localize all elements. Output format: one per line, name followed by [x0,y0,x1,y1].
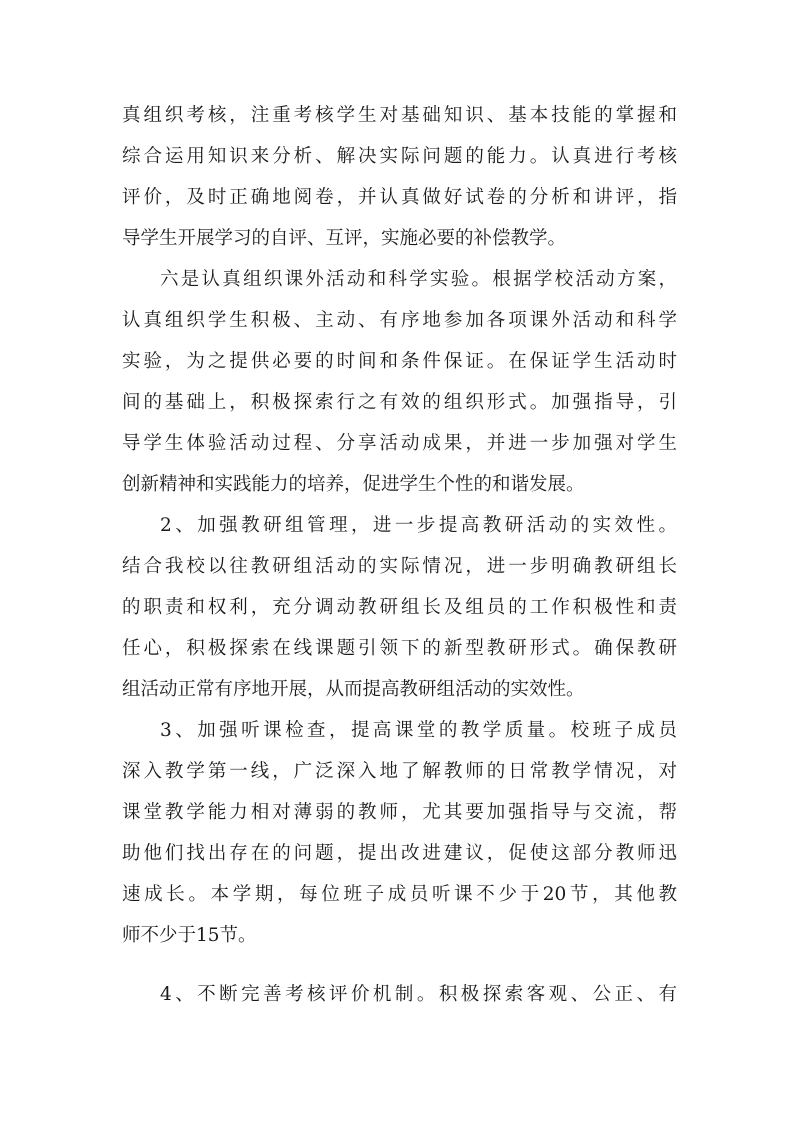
paragraph-start: 六是认真组织课外活动和科学实验。根据学校活动方案， [160,269,677,290]
text-line: 实验，为之提供必要的时间和条件保证。在保证学生活动时 [122,351,677,372]
text-line: 综合运用知识来分析、解决实际问题的能力。认真进行考核 [122,146,677,167]
text-line: 师不少于15节。 [122,925,257,946]
text-line: 助他们找出存在的问题，提出改进建议，促使这部分教师迅 [122,843,677,864]
section-heading: 2、加强教研组管理，进一步提高教研活动的实效性。 [160,515,677,536]
text-line: 的职责和权利，充分调动教研组长及组员的工作积极性和责 [122,597,677,618]
text-line: 认真组织学生积极、主动、有序地参加各项课外活动和科学 [122,310,677,331]
section-heading: 4、不断完善考核评价机制。积极探索客观、公正、有 [160,984,677,1005]
text-line: 创新精神和实践能力的培养，促进学生个性的和谐发展。 [122,474,585,495]
text-line: 深入教学第一线，广泛深入地了解教师的日常教学情况，对 [122,761,677,782]
section-heading: 3、加强听课检查，提高课堂的教学质量。校班子成员 [160,720,677,741]
text-line: 速成长。本学期，每位班子成员听课不少于20节，其他教 [122,884,677,905]
text-line: 真组织考核，注重考核学生对基础知识、基本技能的掌握和 [122,105,677,126]
text-line: 课堂教学能力相对薄弱的教师，尤其要加强指导与交流，帮 [122,802,677,823]
text-line: 导学生开展学习的自评、互评，实施必要的补偿教学。 [122,228,567,249]
text-line: 间的基础上，积极探索行之有效的组织形式。加强指导，引 [122,392,677,413]
text-line: 评价，及时正确地阅卷，并认真做好试卷的分析和讲评，指 [122,187,677,208]
text-line: 任心，积极探索在线课题引领下的新型教研形式。确保教研 [122,638,677,659]
text-line: 组活动正常有序地开展，从而提高教研组活动的实效性。 [122,679,585,700]
text-line: 导学生体验活动过程、分享活动成果，并进一步加强对学生 [122,433,677,454]
text-line: 结合我校以往教研组活动的实际情况，进一步明确教研组长 [122,556,677,577]
